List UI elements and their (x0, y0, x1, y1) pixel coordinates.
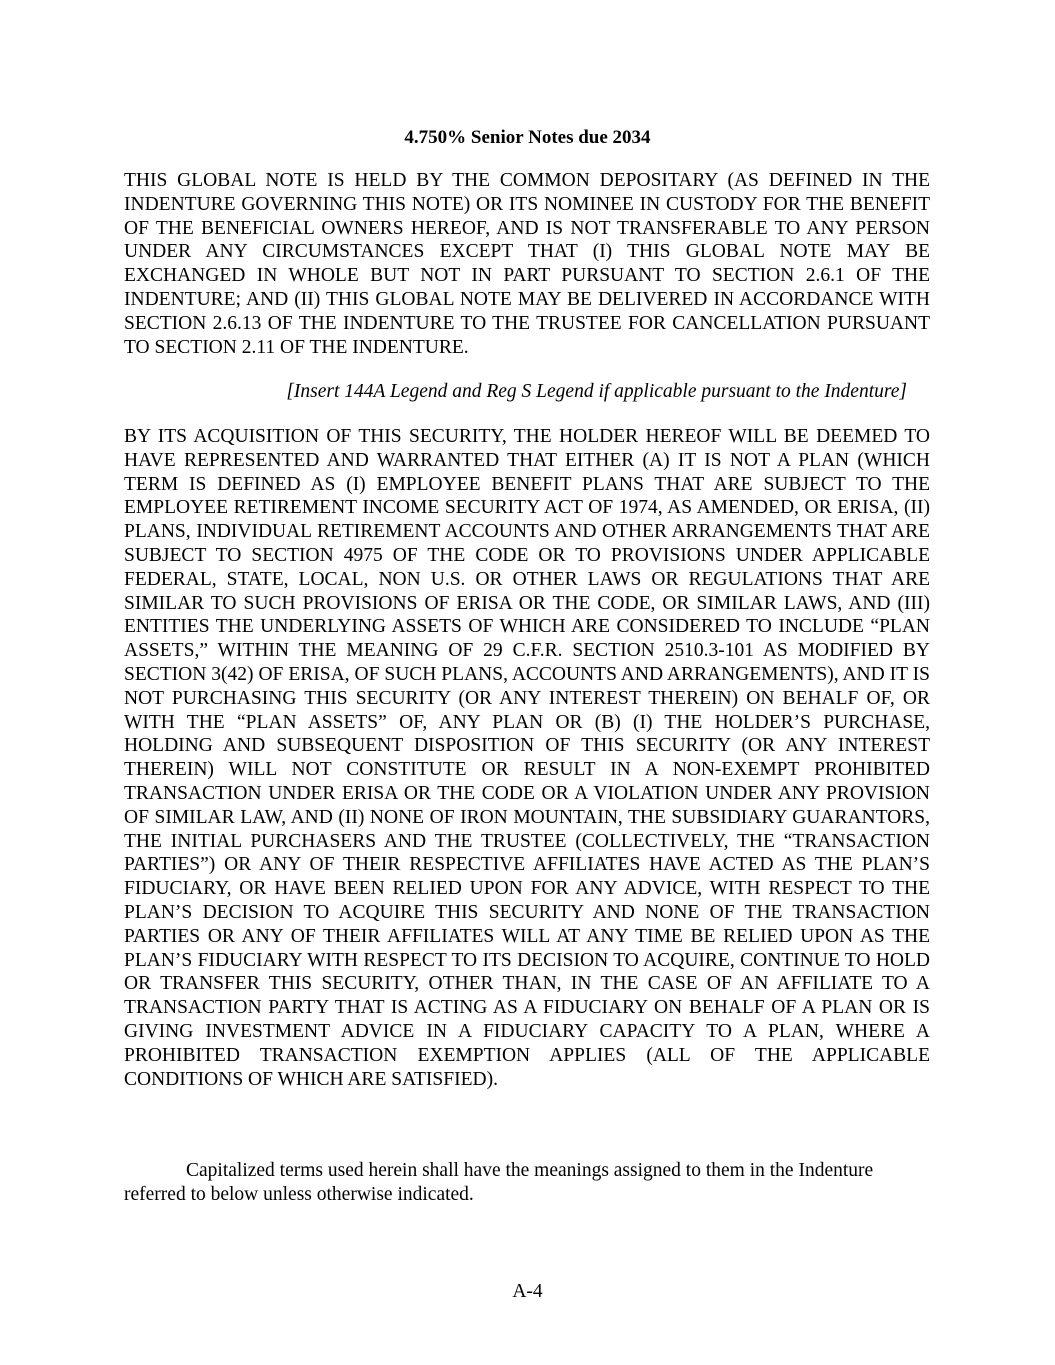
capitalized-terms-paragraph: Capitalized terms used herein shall have the meanings assigned to them in the Indenture referred to below unless otherwise indicated. (124, 1160, 874, 1205)
erisa-legend: BY ITS ACQUISITION OF THIS SECURITY, THE HOLDER HEREOF WILL BE DEEMED TO HAVE REPRESENTED AND WARRANTED THAT EITHER (A) IT IS NOT A PLAN (WHICH TERM IS DEFINED AS (I) EMPLOYEE BENEFIT PLANS THAT ARE SUBJECT TO THE EMPLOYEE RETIREMENT INCOME SECURITY ACT OF 1974, AS AMENDED, OR ERISA, (II) PLANS, INDIVIDUAL RETIREMENT ACCOUNTS AND OTHER ARRANGEMENTS THAT ARE SUBJECT TO SECTION 4975 OF THE CODE OR TO PROVISIONS UNDER APPLICABLE FEDERAL, STATE, LOCAL, NON U.S. OR OTHER LAWS OR REGULATIONS THAT ARE SIMILAR TO SUCH PROVISIONS OF ERISA OR THE CODE, OR SIMILAR LAWS, AND (III) ENTITIES THE UNDERLYING ASSETS OF WHICH ARE CONSIDERED TO INCLUDE “PLAN ASSETS,” WITHIN THE MEANING OF 29 C.F.R. SECTION 2510.3-101 AS MODIFIED BY SECTION 3(42) OF ERISA, OF SUCH PLANS, ACCOUNTS AND ARRANGEMENTS), AND IT IS NOT PURCHASING THIS SECURITY (OR ANY INTEREST THEREIN) ON BEHALF OF, OR WITH THE “PLAN ASSETS” OF, ANY PLAN OR (B) (I) THE HOLDER’S PURCHASE, HOLDING AND SUBSEQUENT DISPOSITION OF THIS SECURITY (OR ANY INTEREST THEREIN) WILL NOT CONSTITUTE OR RESULT IN A NON-EXEMPT PROHIBITED TRANSACTION UNDER ERISA OR THE CODE OR A VIOLATION UNDER ANY PROVISION OF SIMILAR LAW, AND (II) NONE OF IRON MOUNTAIN, THE SUBSIDIARY GUARANTORS, THE INITIAL PURCHASERS AND THE TRUSTEE (COLLECTIVELY, THE “TRANSACTION PARTIES”) OR ANY OF THEIR RESPECTIVE AFFILIATES HAVE ACTED AS THE PLAN’S FIDUCIARY, OR HAVE BEEN RELIED UPON FOR ANY ADVICE, WITH RESPECT TO THE PLAN’S DECISION TO ACQUIRE THIS SECURITY AND NONE OF THE TRANSACTION PARTIES OR ANY OF THEIR AFFILIATES WILL AT ANY TIME BE RELIED UPON AS THE PLAN’S FIDUCIARY WITH RESPECT TO ITS DECISION TO ACQUIRE, CONTINUE TO HOLD OR TRANSFER THIS SECURITY, OTHER THAN, IN THE CASE OF AN AFFILIATE TO A TRANSACTION PARTY THAT IS ACTING AS A FIDUCIARY ON BEHALF OF A PLAN OR IS GIVING INVESTMENT ADVICE IN A FIDUCIARY CAPACITY TO A PLAN, WHERE A PROHIBITED TRANSACTION EXEMPTION APPLIES (ALL OF THE APPLICABLE CONDITIONS OF WHICH ARE SATISFIED). (124, 426, 930, 1090)
document-title: 4.750% Senior Notes due 2034 (404, 127, 651, 148)
global-note-legend: THIS GLOBAL NOTE IS HELD BY THE COMMON DEPOSITARY (AS DEFINED IN THE INDENTURE GOVERNING THIS NOTE) OR ITS NOMINEE IN CUSTODY FOR THE BENEFIT OF THE BENEFICIAL OWNERS HEREOF, AND IS NOT TRANSFERABLE TO ANY PERSON UNDER ANY CIRCUMSTANCES EXCEPT THAT (I) THIS GLOBAL NOTE MAY BE EXCHANGED IN WHOLE BUT NOT IN PART PURSUANT TO SECTION 2.6.1 OF THE INDENTURE; AND (II) THIS GLOBAL NOTE MAY BE DELIVERED IN ACCORDANCE WITH SECTION 2.6.13 OF THE INDENTURE TO THE TRUSTEE FOR CANCELLATION PURSUANT TO SECTION 2.11 OF THE INDENTURE. (124, 170, 930, 358)
insert-legend-note: [Insert 144A Legend and Reg S Legend if applicable pursuant to the Indenture] (286, 381, 907, 402)
page-number: A-4 (512, 1281, 543, 1302)
